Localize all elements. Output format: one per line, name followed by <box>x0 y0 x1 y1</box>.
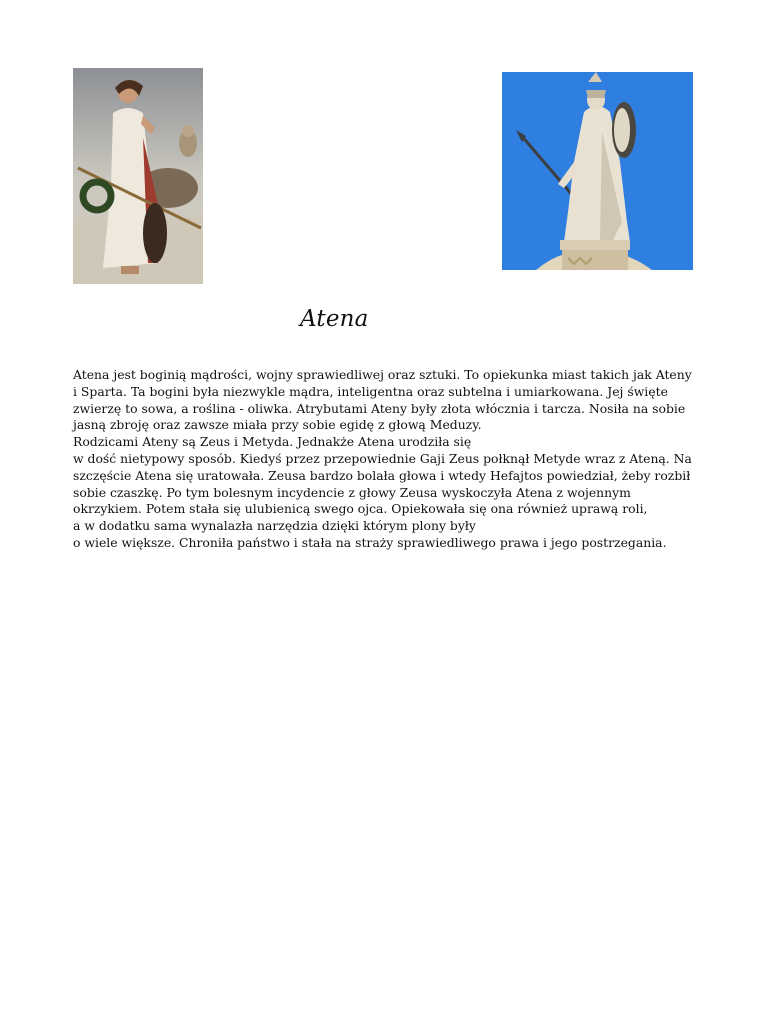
body-line: a w dodatku sama wynalazła narzędzia dzięki którym plony były <box>73 518 476 534</box>
athena-statue-image <box>502 72 693 270</box>
athena-painting-image <box>73 68 203 284</box>
body-line: Atena jest boginią mądrości, wojny sprawiedliwej oraz sztuki. To opiekunka miast takich jak Ateny <box>73 367 692 382</box>
body-line: szczęście Atena się uratowała. Zeusa bardzo bolała głowa i wtedy Hefajtos powiedział, żeby rozbił <box>73 467 691 483</box>
page-title: Atena <box>300 306 369 332</box>
body-line: jasną zbroję oraz zawsze miała przy sobie egidę z głową Meduzy. <box>73 417 482 433</box>
body-line: Rodzicami Ateny są Zeus i Metyda. Jednakże Atena urodziła się <box>73 434 472 450</box>
body-line: okrzykiem. Potem stała się ulubienicą swego ojca. Opiekowała się ona również uprawą roli, <box>73 501 648 517</box>
athena-statue-graphic <box>502 72 693 270</box>
body-line: o wiele większe. Chroniła państwo i stała na straży sprawiedliwego prawa i jego postrzegania. <box>73 534 667 550</box>
athena-painting-graphic <box>73 68 203 284</box>
article-body <box>73 367 703 552</box>
body-line: zwierzę to sowa, a roślina - oliwka. Atrybutami Ateny były złota włócznia i tarcza. Nosiła na sobie <box>73 400 686 416</box>
body-line: w dość nietypowy sposób. Kiedyś przez przepowiednie Gaji Zeus połknął Metyde wraz z Ateną. Na <box>73 450 692 466</box>
body-line: i Sparta. Ta bogini była niezwykle mądra, inteligentna oraz subtelna i umiarkowana. Jej święte <box>73 383 668 399</box>
body-line: sobie czaszkę. Po tym bolesnym incydencie z głowy Zeusa wyskoczyła Atena z wojennym <box>73 484 631 500</box>
